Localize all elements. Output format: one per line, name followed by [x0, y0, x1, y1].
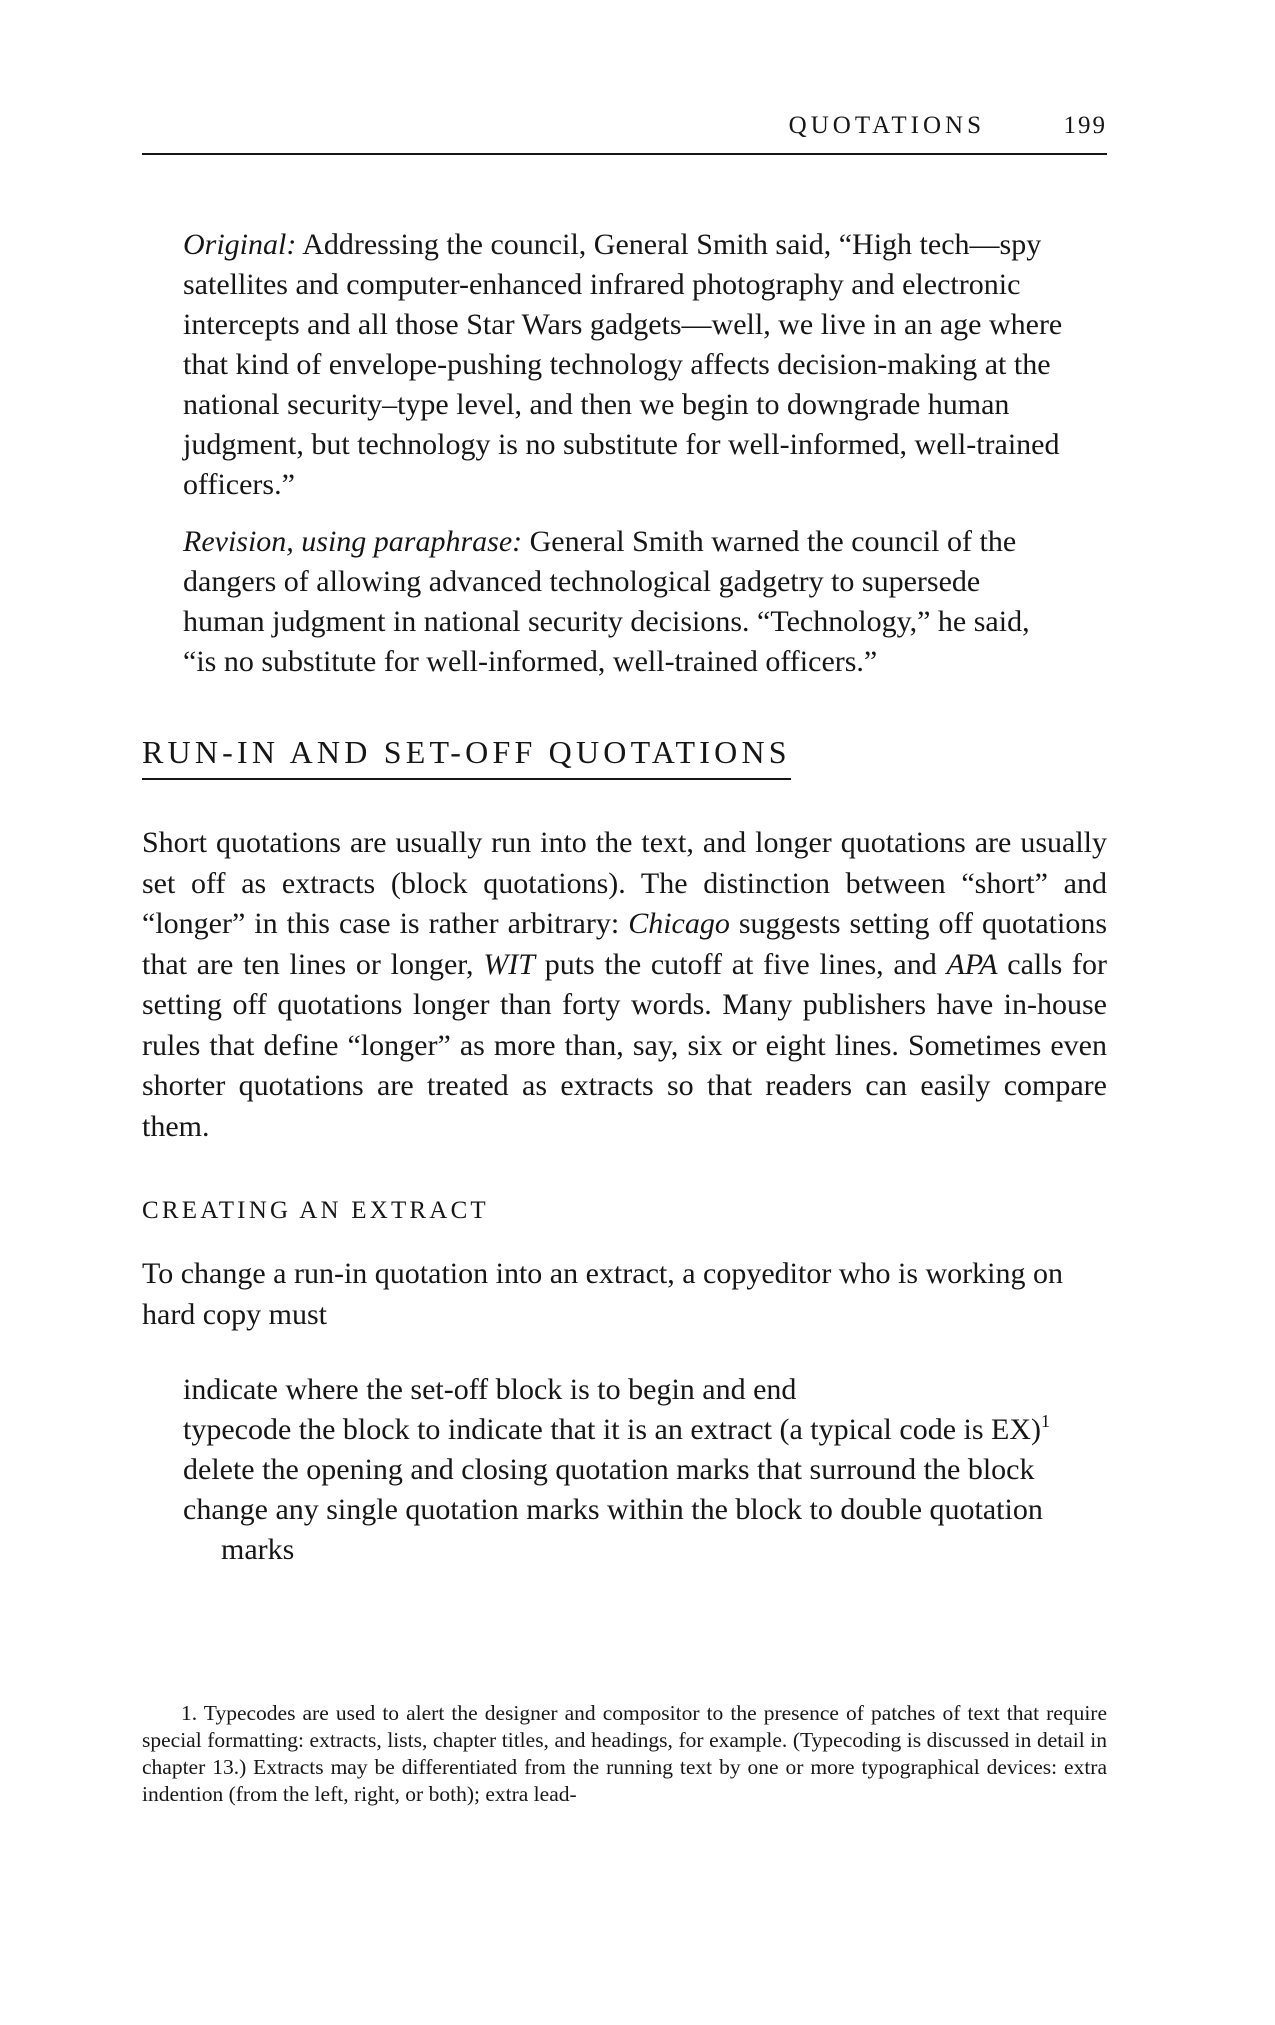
original-text: Addressing the council, General Smith said, “High tech—spy satellites and computer-enhanced infrared photography and electronic intercepts and all those Star Wars gadgets—well, we live in an age where that kind of envelope-pushing technology affects decision-making at the national security–type level, and then we begin to downgrade human judgment, but technology is no substitute for well-informed, well-trained officers.” [183, 228, 1063, 501]
footnote: 1. Typecodes are used to alert the designer and compositor to the presence of patches of text that require special formatting: extracts, lists, chapter titles, and headings, for example. (Typecoding is discussed in detail in chapter 13.) Extracts may be differentiated from the running text by one or more typographical devices: extra indention (from the left, right, or both); extra lead- [142, 1701, 1107, 1806]
revision-quotation-block [183, 522, 1063, 682]
revision-label: Revision, using paraphrase: [183, 525, 523, 558]
paragraph-1-italic-apa: APA [946, 947, 998, 981]
paragraph-1-part-2: suggests setting off quotations that are ten lines or longer, [142, 907, 1107, 981]
list-item [183, 1450, 1063, 1490]
running-head [142, 112, 1107, 152]
list-item [183, 1370, 1063, 1410]
running-head-title: QUOTATIONS [788, 112, 985, 139]
page-number: 199 [1063, 112, 1107, 139]
list-item-2-text: typecode the block to indicate that it is an extract (a typical code is EX) [183, 1413, 1042, 1446]
footnote-reference[interactable]: 1 [1041, 1411, 1051, 1431]
list-item [183, 1410, 1063, 1450]
paragraph-1-part-4: calls for setting off quotations longer than forty words. Many publishers have in-house rules that define “longer” as more than, say, six or eight lines. Sometimes even shorter quotations are treated as extracts so that readers can easily compare them. [142, 947, 1107, 1143]
original-label: Original: [183, 228, 297, 261]
list-item-1-text: indicate where the set-off block is to begin and end [183, 1373, 797, 1406]
revision-text: General Smith warned the council of the dangers of allowing advanced technological gadgetry to supersede human judgment in national security decisions. “Technology,” he said, “is no substitute for well-informed, well-trained officers.” [183, 525, 1030, 678]
list-item-4-text: change any single quotation marks within the block to double quotation marks [183, 1493, 1043, 1566]
original-quotation-block [183, 225, 1063, 505]
body-paragraph-1 [142, 823, 1107, 1147]
sub-heading: CREATING AN EXTRACT [142, 1197, 489, 1224]
header-rule [142, 153, 1107, 155]
paragraph-1-part-3: puts the cutoff at five lines, and [534, 947, 947, 981]
paragraph-1-italic-wit: WIT [483, 947, 535, 981]
steps-list [183, 1370, 1063, 1570]
paragraph-1-part-1: Short quotations are usually run into the text, and longer quotations are usually set off as extracts (block quotations). The distinction between “short” and “longer” in this case is rather arbitrary: [142, 826, 1107, 940]
body-paragraph-2: To change a run-in quotation into an extract, a copyeditor who is working on hard copy must [142, 1257, 1063, 1331]
list-item [183, 1490, 1063, 1570]
section-heading: RUN-IN AND SET-OFF QUOTATIONS [142, 732, 791, 780]
list-item-3-text: delete the opening and closing quotation marks that surround the block [183, 1453, 1035, 1486]
paragraph-1-italic-chicago: Chicago [628, 907, 730, 940]
